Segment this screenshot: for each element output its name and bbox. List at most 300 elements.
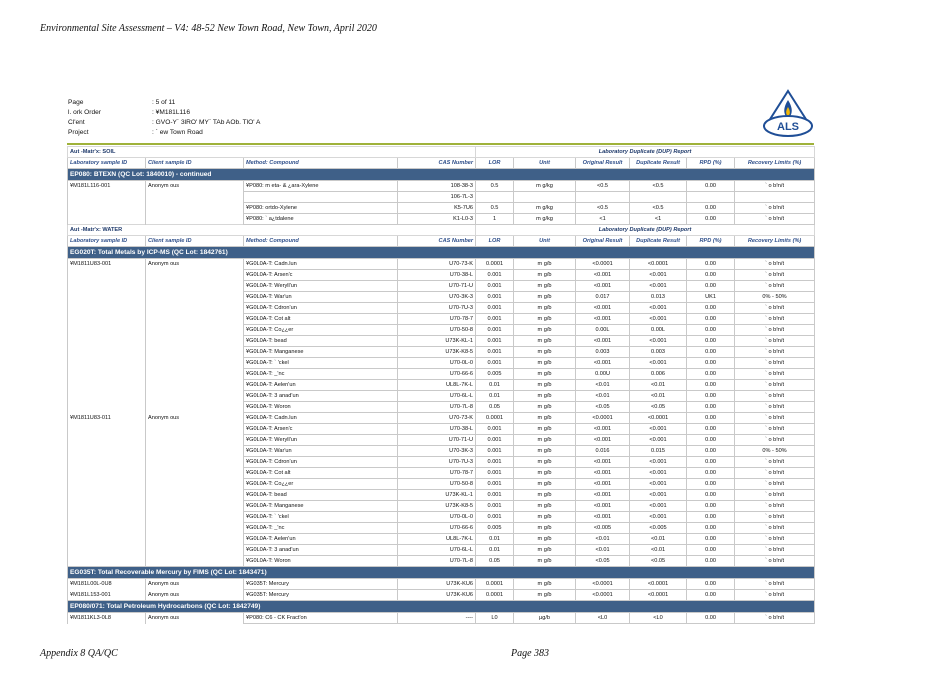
original-result-cell: <0.001 <box>576 270 630 281</box>
client-sample-id-cell <box>146 270 244 281</box>
lor-cell: 1 <box>476 214 514 225</box>
rpd-cell: 0.00 <box>687 613 735 624</box>
matrix-label: Aut -Matr'x: WATER <box>68 225 476 236</box>
column-header-row <box>68 158 815 169</box>
lor-cell: 0.001 <box>476 358 514 369</box>
client-sample-id-cell <box>146 281 244 292</box>
unit-cell: m g/kg <box>514 214 576 225</box>
client-sample-id-cell: Anonym ous <box>146 413 244 424</box>
rpd-cell: 0.00 <box>687 523 735 534</box>
compound-cell: ¥G0L0A-T: Manganese <box>244 347 398 358</box>
rpd-cell: 0.00 <box>687 347 735 358</box>
duplicate-report <box>67 143 814 624</box>
compound-cell: ¥G0L0A-T: Cadn.lun <box>244 413 398 424</box>
recovery-limits-cell: ` o b!n/t <box>735 579 815 590</box>
unit-cell: m g/b <box>514 369 576 380</box>
column-header: Recovery Limits (%) <box>735 236 815 247</box>
table-row <box>68 192 815 203</box>
client-sample-id-cell <box>146 435 244 446</box>
table-row <box>68 446 815 457</box>
lab-sample-id-cell <box>68 192 146 203</box>
client-sample-id-cell <box>146 512 244 523</box>
lor-cell: 0.001 <box>476 446 514 457</box>
rpd-cell: 0.00 <box>687 380 735 391</box>
compound-cell: ¥P080: m eta- & ¿ara-Xylene <box>244 181 398 192</box>
duplicate-result-cell: 0.015 <box>630 446 687 457</box>
rpd-cell: 0.00 <box>687 457 735 468</box>
cas-cell: U70-50-8 <box>398 479 476 490</box>
table-row <box>68 259 815 270</box>
compound-cell: ¥G035T: Mercury <box>244 579 398 590</box>
original-result-cell: <0.0001 <box>576 259 630 270</box>
duplicate-result-cell: <0.0001 <box>630 259 687 270</box>
table-row <box>68 214 815 225</box>
original-result-cell: <0.05 <box>576 556 630 567</box>
original-result-cell: <0.05 <box>576 402 630 413</box>
report-meta <box>68 98 260 138</box>
rpd-cell: 0.00 <box>687 512 735 523</box>
meta-row <box>68 98 260 108</box>
compound-cell: ¥G0L0A-T: _'nc <box>244 523 398 534</box>
cas-cell: U70-38-L <box>398 424 476 435</box>
duplicate-result-cell: <0.001 <box>630 314 687 325</box>
compound-cell: ¥G0L0A-T: ` 'ckel <box>244 358 398 369</box>
original-result-cell: <0.001 <box>576 490 630 501</box>
lor-cell: 0.001 <box>476 435 514 446</box>
rpd-cell: 0.00 <box>687 579 735 590</box>
lor-cell: 0.001 <box>476 270 514 281</box>
cas-cell: U70-71-U <box>398 435 476 446</box>
rpd-cell: 0.00 <box>687 424 735 435</box>
rpd-cell: 0.00 <box>687 479 735 490</box>
client-sample-id-cell <box>146 192 244 203</box>
lab-sample-id-cell <box>68 457 146 468</box>
compound-cell: ¥G0L0A-T: Weryll'un <box>244 435 398 446</box>
dup-report-label: Laboratory Duplicate (DUP) Report <box>476 225 815 236</box>
table-row <box>68 479 815 490</box>
table-row <box>68 613 815 624</box>
lab-sample-id-cell: ¥M181L116-001 <box>68 181 146 192</box>
cas-cell: U73K-KL-1 <box>398 490 476 501</box>
column-header: Unit <box>514 236 576 247</box>
column-header: Duplicate Result <box>630 158 687 169</box>
lab-sample-id-cell <box>68 303 146 314</box>
rpd-cell: 0.00 <box>687 214 735 225</box>
lab-sample-id-cell <box>68 214 146 225</box>
recovery-limits-cell: ` o b!n/t <box>735 325 815 336</box>
column-header: LOR <box>476 236 514 247</box>
duplicate-result-cell: <0.001 <box>630 270 687 281</box>
recovery-limits-cell: ` o b!n/t <box>735 501 815 512</box>
lor-cell: 0.001 <box>476 314 514 325</box>
lor-cell: 0.0001 <box>476 413 514 424</box>
original-result-cell: 0.00L <box>576 325 630 336</box>
lab-sample-id-cell <box>68 435 146 446</box>
unit-cell: m g/b <box>514 490 576 501</box>
recovery-limits-cell <box>735 192 815 203</box>
lab-sample-id-cell <box>68 402 146 413</box>
method-group-title: EP080/071: Total Petroleum Hydrocarbons (QC Lot: 1842749) <box>68 601 815 613</box>
table-row <box>68 203 815 214</box>
original-result-cell: <0.001 <box>576 281 630 292</box>
duplicate-result-cell: <0.5 <box>630 181 687 192</box>
original-result-cell: <0.001 <box>576 457 630 468</box>
unit-cell: m g/b <box>514 501 576 512</box>
original-result-cell: <0.005 <box>576 523 630 534</box>
recovery-limits-cell: ` o b!n/t <box>735 435 815 446</box>
cas-cell: U73K-K8-5 <box>398 501 476 512</box>
original-result-cell: <0.01 <box>576 391 630 402</box>
lor-cell: 0.001 <box>476 292 514 303</box>
client-sample-id-cell <box>146 292 244 303</box>
column-header: Recovery Limits (%) <box>735 158 815 169</box>
cas-cell: ---- <box>398 613 476 624</box>
table-row <box>68 336 815 347</box>
recovery-limits-cell: ` o b!n/t <box>735 358 815 369</box>
lor-cell: L0 <box>476 613 514 624</box>
cas-cell: U70-0L-0 <box>398 512 476 523</box>
duplicate-result-cell: <0.05 <box>630 556 687 567</box>
compound-cell: ¥G0L0A-T: Cdron'un <box>244 457 398 468</box>
cas-cell: U70-66-6 <box>398 523 476 534</box>
compound-cell: ¥G0L0A-T: Woron <box>244 402 398 413</box>
lab-sample-id-cell: ¥M1811U83-011 <box>68 413 146 424</box>
table-row <box>68 413 815 424</box>
recovery-limits-cell: ` o b!n/t <box>735 424 815 435</box>
rpd-cell: 0.00 <box>687 501 735 512</box>
duplicate-result-cell: <0.001 <box>630 501 687 512</box>
lab-sample-id-cell <box>68 446 146 457</box>
lab-sample-id-cell <box>68 270 146 281</box>
rpd-cell: 0.00 <box>687 181 735 192</box>
table-row <box>68 325 815 336</box>
compound-cell: ¥G035T: Mercury <box>244 590 398 601</box>
table-row <box>68 490 815 501</box>
duplicate-result-cell: <0.001 <box>630 479 687 490</box>
table-row <box>68 534 815 545</box>
cas-cell: U73K-K8-5 <box>398 347 476 358</box>
unit-cell: m g/b <box>514 281 576 292</box>
duplicate-result-cell: 0.006 <box>630 369 687 380</box>
compound-cell: ¥G0L0A-T: Aelen'un <box>244 534 398 545</box>
lor-cell: 0.001 <box>476 501 514 512</box>
cas-cell: U70-73-K <box>398 259 476 270</box>
lor-cell: 0.001 <box>476 468 514 479</box>
recovery-limits-cell: ` o b!n/t <box>735 259 815 270</box>
client-sample-id-cell: Anonym ous <box>146 259 244 270</box>
rpd-cell: 0.00 <box>687 314 735 325</box>
method-group-title: EG020T: Total Metals by ICP-MS (QC Lot: 1842761) <box>68 247 815 259</box>
column-header: Laboratory sample ID <box>68 158 146 169</box>
cas-cell: U70-6L-L <box>398 391 476 402</box>
original-result-cell: <0.001 <box>576 512 630 523</box>
table-row <box>68 556 815 567</box>
compound-cell: ¥G0L0A-T: Cdron'un <box>244 303 398 314</box>
lor-cell: 0.001 <box>476 479 514 490</box>
lab-sample-id-cell <box>68 556 146 567</box>
recovery-limits-cell: ` o b!n/t <box>735 523 815 534</box>
lab-sample-id-cell <box>68 424 146 435</box>
duplicate-result-cell: <0.001 <box>630 457 687 468</box>
rpd-cell: 0.00 <box>687 303 735 314</box>
cas-cell: U70-7L-8 <box>398 402 476 413</box>
client-sample-id-cell <box>146 336 244 347</box>
column-header: Method: Compound <box>244 236 398 247</box>
unit-cell: m g/b <box>514 314 576 325</box>
meta-row <box>68 118 260 128</box>
recovery-limits-cell: ` o b!n/t <box>735 281 815 292</box>
recovery-limits-cell: ` o b!n/t <box>735 303 815 314</box>
lab-sample-id-cell <box>68 314 146 325</box>
unit-cell: m g/b <box>514 457 576 468</box>
rpd-cell: 0.00 <box>687 545 735 556</box>
rpd-cell: 0.00 <box>687 336 735 347</box>
rpd-cell <box>687 192 735 203</box>
table-row <box>68 590 815 601</box>
header-divider <box>67 143 814 145</box>
compound-cell: ¥G0L0A-T: Co¿¿er <box>244 479 398 490</box>
duplicate-result-cell <box>630 192 687 203</box>
lab-sample-id-cell <box>68 534 146 545</box>
original-result-cell: <0.001 <box>576 479 630 490</box>
column-header: RPD (%) <box>687 236 735 247</box>
client-sample-id-cell <box>146 402 244 413</box>
unit-cell: m g/b <box>514 512 576 523</box>
compound-cell: ¥G0L0A-T: 3 anad'un <box>244 545 398 556</box>
original-result-cell: <0.001 <box>576 314 630 325</box>
original-result-cell: <0.01 <box>576 380 630 391</box>
duplicate-result-cell: 0.00L <box>630 325 687 336</box>
unit-cell: m g/kg <box>514 203 576 214</box>
table-row <box>68 181 815 192</box>
lor-cell: 0.05 <box>476 402 514 413</box>
original-result-cell: <0.0001 <box>576 590 630 601</box>
footer-appendix: Appendix 8 QA/QC <box>40 648 118 659</box>
original-result-cell: <1 <box>576 214 630 225</box>
table-row <box>68 281 815 292</box>
lor-cell <box>476 192 514 203</box>
recovery-limits-cell: ` o b!n/t <box>735 545 815 556</box>
lor-cell: 0.001 <box>476 512 514 523</box>
unit-cell: m g/b <box>514 391 576 402</box>
recovery-limits-cell: ` o b!n/t <box>735 391 815 402</box>
matrix-label: Aut -Matr'x: SOIL <box>68 147 476 158</box>
recovery-limits-cell: ` o b!n/t <box>735 214 815 225</box>
lab-sample-id-cell <box>68 292 146 303</box>
meta-row <box>68 128 260 138</box>
column-header: RPD (%) <box>687 158 735 169</box>
unit-cell <box>514 192 576 203</box>
unit-cell: m g/b <box>514 259 576 270</box>
original-result-cell: <0.001 <box>576 468 630 479</box>
unit-cell: m g/b <box>514 579 576 590</box>
recovery-limits-cell: ` o b!n/t <box>735 347 815 358</box>
cas-cell: K5-7U6 <box>398 203 476 214</box>
recovery-limits-cell: ` o b!n/t <box>735 590 815 601</box>
column-header: Original Result <box>576 158 630 169</box>
client-sample-id-cell <box>146 380 244 391</box>
cas-cell: K1-L0-3 <box>398 214 476 225</box>
table-row <box>68 402 815 413</box>
recovery-limits-cell: ` o b!n/t <box>735 380 815 391</box>
rpd-cell: 0.00 <box>687 435 735 446</box>
cas-cell: U70-7L-8 <box>398 556 476 567</box>
cas-cell: U70-7U-3 <box>398 457 476 468</box>
recovery-limits-cell: 0% - 50% <box>735 292 815 303</box>
cas-cell: U73K-KU6 <box>398 579 476 590</box>
als-logo <box>762 88 814 138</box>
lab-sample-id-cell <box>68 490 146 501</box>
duplicate-result-cell: <0.01 <box>630 545 687 556</box>
recovery-limits-cell: ` o b!n/t <box>735 181 815 192</box>
qc-duplicate-table <box>67 146 815 624</box>
duplicate-result-cell: <0.001 <box>630 336 687 347</box>
recovery-limits-cell: ` o b!n/t <box>735 270 815 281</box>
lor-cell: 0.001 <box>476 347 514 358</box>
column-header: Client sample ID <box>146 236 244 247</box>
duplicate-result-cell: <0.001 <box>630 303 687 314</box>
lor-cell: 0.05 <box>476 556 514 567</box>
meta-value: : 5 of 11 <box>152 98 175 108</box>
table-row <box>68 512 815 523</box>
column-header: Laboratory sample ID <box>68 236 146 247</box>
recovery-limits-cell: ` o b!n/t <box>735 468 815 479</box>
lor-cell: 0.001 <box>476 457 514 468</box>
client-sample-id-cell <box>146 545 244 556</box>
client-sample-id-cell <box>146 556 244 567</box>
original-result-cell: <0.001 <box>576 358 630 369</box>
lab-sample-id-cell <box>68 203 146 214</box>
unit-cell: m g/b <box>514 402 576 413</box>
original-result-cell: <0.001 <box>576 303 630 314</box>
unit-cell: µg/b <box>514 613 576 624</box>
recovery-limits-cell: ` o b!n/t <box>735 413 815 424</box>
lor-cell: 0.5 <box>476 203 514 214</box>
column-header: Client sample ID <box>146 158 244 169</box>
meta-value: : ` ew Town Road <box>152 128 203 138</box>
lab-sample-id-cell <box>68 369 146 380</box>
original-result-cell: <0.001 <box>576 501 630 512</box>
table-row <box>68 314 815 325</box>
unit-cell: m g/b <box>514 424 576 435</box>
duplicate-result-cell: <0.001 <box>630 490 687 501</box>
recovery-limits-cell: ` o b!n/t <box>735 534 815 545</box>
lor-cell: 0.001 <box>476 424 514 435</box>
client-sample-id-cell <box>146 457 244 468</box>
compound-cell: ¥G0L0A-T: bead <box>244 490 398 501</box>
cas-cell: U70-6L-L <box>398 545 476 556</box>
column-header: Method: Compound <box>244 158 398 169</box>
compound-cell: ¥G0L0A-T: Cot alt <box>244 314 398 325</box>
compound-cell: ¥G0L0A-T: Arsen'c <box>244 424 398 435</box>
duplicate-result-cell: <0.01 <box>630 380 687 391</box>
recovery-limits-cell: ` o b!n/t <box>735 556 815 567</box>
compound-cell: ¥P080: C6 - CK Fract'on <box>244 613 398 624</box>
original-result-cell: 0.017 <box>576 292 630 303</box>
rpd-cell: 0.00 <box>687 358 735 369</box>
matrix-row <box>68 225 815 236</box>
table-row <box>68 391 815 402</box>
duplicate-result-cell: <0.0001 <box>630 579 687 590</box>
original-result-cell: <0.0001 <box>576 579 630 590</box>
unit-cell: m g/b <box>514 270 576 281</box>
original-result-cell: 0.00U <box>576 369 630 380</box>
recovery-limits-cell: ` o b!n/t <box>735 402 815 413</box>
unit-cell: m g/b <box>514 336 576 347</box>
unit-cell: m g/b <box>514 446 576 457</box>
table-row <box>68 545 815 556</box>
client-sample-id-cell: Anonym ous <box>146 613 244 624</box>
lor-cell: 0.001 <box>476 281 514 292</box>
cas-cell: U70-3K-3 <box>398 292 476 303</box>
original-result-cell: <0.5 <box>576 203 630 214</box>
column-header: Duplicate Result <box>630 236 687 247</box>
meta-label: Page <box>68 99 84 106</box>
lab-sample-id-cell <box>68 358 146 369</box>
duplicate-result-cell: <L0 <box>630 613 687 624</box>
table-row <box>68 523 815 534</box>
compound-cell: ¥G0L0A-T: War'un <box>244 292 398 303</box>
compound-cell: ¥G0L0A-T: bead <box>244 336 398 347</box>
meta-row <box>68 108 260 118</box>
unit-cell: m g/kg <box>514 181 576 192</box>
original-result-cell: <0.001 <box>576 435 630 446</box>
method-group-title: EG035T: Total Recoverable Mercury by FIMS (QC Lot: 1843471) <box>68 567 815 579</box>
matrix-row <box>68 147 815 158</box>
lab-sample-id-cell <box>68 523 146 534</box>
table-row <box>68 435 815 446</box>
client-sample-id-cell <box>146 446 244 457</box>
rpd-cell: 0.00 <box>687 369 735 380</box>
column-header: LOR <box>476 158 514 169</box>
recovery-limits-cell: ` o b!n/t <box>735 203 815 214</box>
client-sample-id-cell <box>146 214 244 225</box>
compound-cell: ¥G0L0A-T: _'nc <box>244 369 398 380</box>
column-header: Original Result <box>576 236 630 247</box>
client-sample-id-cell <box>146 501 244 512</box>
client-sample-id-cell <box>146 534 244 545</box>
rpd-cell: 0.00 <box>687 325 735 336</box>
cas-cell: UL8L-7K-L <box>398 534 476 545</box>
unit-cell: m g/b <box>514 347 576 358</box>
table-row <box>68 579 815 590</box>
lor-cell: 0.01 <box>476 534 514 545</box>
page-header: Environmental Site Assessment – V4: 48-52 New Town Road, New Town, April 2020 <box>40 23 377 34</box>
original-result-cell: <0.01 <box>576 534 630 545</box>
lab-sample-id-cell <box>68 545 146 556</box>
lor-cell: 0.01 <box>476 545 514 556</box>
cas-cell: U73K-KU6 <box>398 590 476 601</box>
recovery-limits-cell: ` o b!n/t <box>735 613 815 624</box>
cas-cell: U70-71-U <box>398 281 476 292</box>
dup-report-label: Laboratory Duplicate (DUP) Report <box>476 147 815 158</box>
client-sample-id-cell: Anonym ous <box>146 579 244 590</box>
client-sample-id-cell <box>146 314 244 325</box>
lab-sample-id-cell <box>68 501 146 512</box>
meta-value: : ¥M181L116 <box>152 108 190 118</box>
lab-sample-id-cell <box>68 479 146 490</box>
table-row <box>68 303 815 314</box>
table-row <box>68 380 815 391</box>
compound-cell: ¥G0L0A-T: 3 anad'un <box>244 391 398 402</box>
rpd-cell: 0.00 <box>687 391 735 402</box>
client-sample-id-cell <box>146 424 244 435</box>
lab-sample-id-cell: ¥M181L00L-0U8 <box>68 579 146 590</box>
footer-page-number: Page 383 <box>511 648 550 659</box>
original-result-cell: <0.001 <box>576 424 630 435</box>
recovery-limits-cell: ` o b!n/t <box>735 490 815 501</box>
compound-cell: ¥G0L0A-T: War'un <box>244 446 398 457</box>
